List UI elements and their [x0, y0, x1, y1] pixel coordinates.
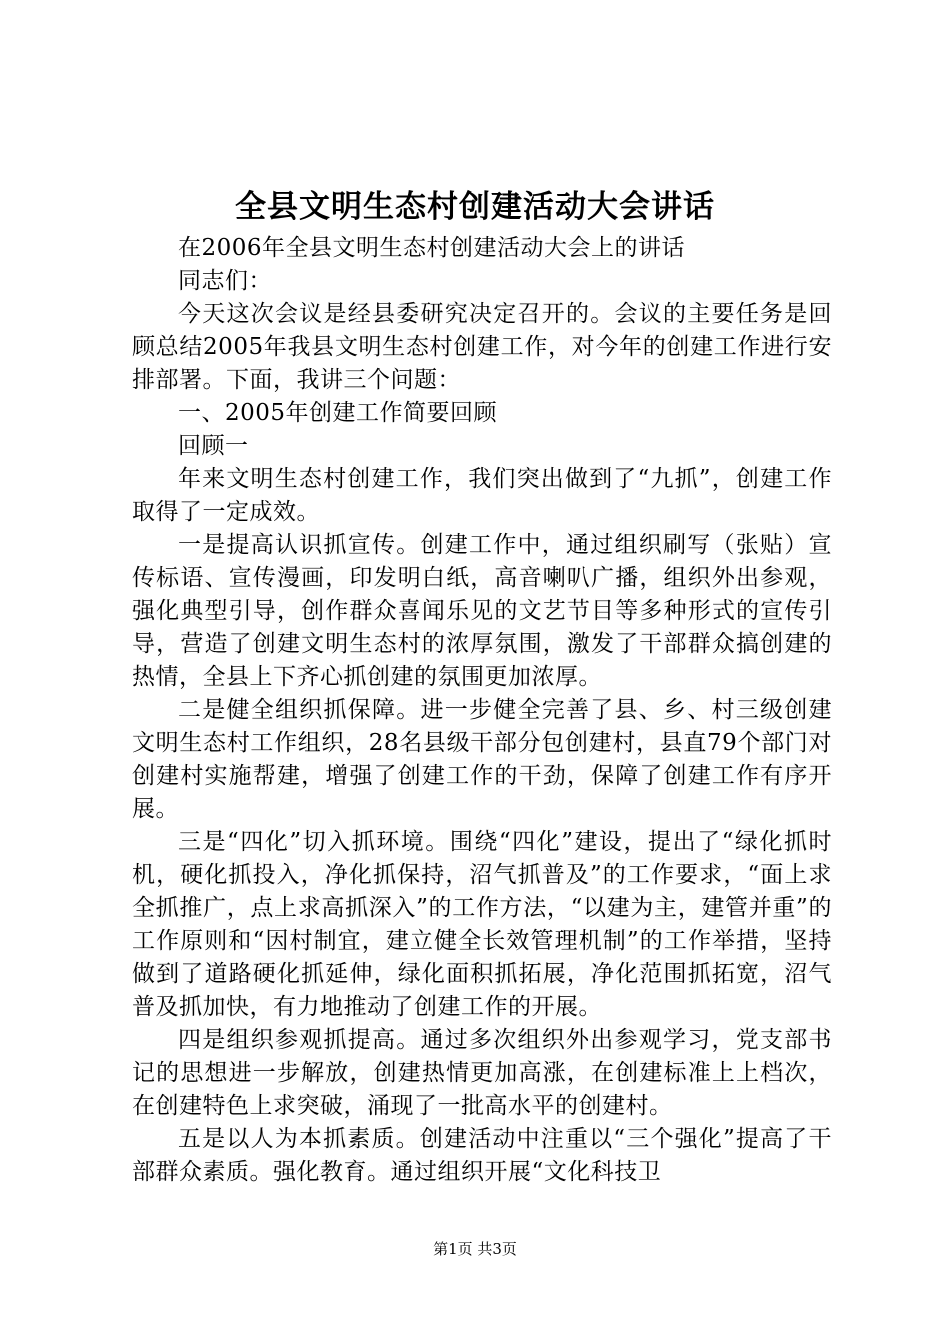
point-four-paragraph: 四是组织参观抓提高。通过多次组织外出参观学习，党支部书记的思想进一步解放，创建热情更加高涨，在创建标准上上档次，在创建特色上求突破，涌现了一批高水平的创建村。 [132, 1027, 832, 1119]
salutation-paragraph: 同志们： [178, 268, 272, 294]
section-heading: 一、2005年创建工作简要回顾 [178, 400, 498, 426]
document-title: 全县文明生态村创建活动大会讲话 [235, 189, 715, 225]
document-body [132, 232, 832, 1189]
point-five-paragraph: 五是以人为本抓素质。创建活动中注重以“三个强化”提高了干部群众素质。强化教育。通过组织开展“文化科技卫 [132, 1126, 832, 1185]
page-footer: 第1页 共3页 [433, 1240, 517, 1258]
intro-paragraph: 今天这次会议是经县委研究决定召开的。会议的主要任务是回顾总结2005年我县文明生态村创建工作，对今年的创建工作进行安排部署。下面，我讲三个问题： [132, 301, 832, 393]
point-two-paragraph: 二是健全组织抓保障。进一步健全完善了县、乡、村三级创建文明生态村工作组织，28名县级干部分包创建村，县直79个部门对创建村实施帮建，增强了创建工作的干劲，保障了创建工作有序开展。 [132, 697, 832, 822]
point-one-paragraph: 一是提高认识抓宣传。创建工作中，通过组织刷写（张贴）宣传标语、宣传漫画，印发明白纸，高音喇叭广播，组织外出参观，强化典型引导，创作群众喜闻乐见的文艺节目等多种形式的宣传引导，营造了创建文明生态村的浓厚氛围，激发了干部群众搞创建的热情，全县上下齐心抓创建的氛围更加浓厚。 [132, 532, 832, 690]
subtitle-paragraph: 在2006年全县文明生态村创建活动大会上的讲话 [178, 235, 686, 261]
review-heading: 回顾一 [178, 433, 249, 459]
summary-paragraph: 年来文明生态村创建工作，我们突出做到了“九抓”，创建工作取得了一定成效。 [132, 466, 832, 525]
point-three-paragraph: 三是“四化”切入抓环境。围绕“四化”建设，提出了“绿化抓时机，硬化抓投入，净化抓保持，沼气抓普及”的工作要求，“面上求全抓推广，点上求高抓深入”的工作方法，“以建为主，建管并重”的工作原则和“因村制宜，建立健全长效管理机制”的工作举措，坚持做到了道路硬化抓延伸，绿化面积抓拓展，净化范围抓拓宽，沼气普及抓加快，有力地推动了创建工作的开展。 [132, 829, 832, 1020]
